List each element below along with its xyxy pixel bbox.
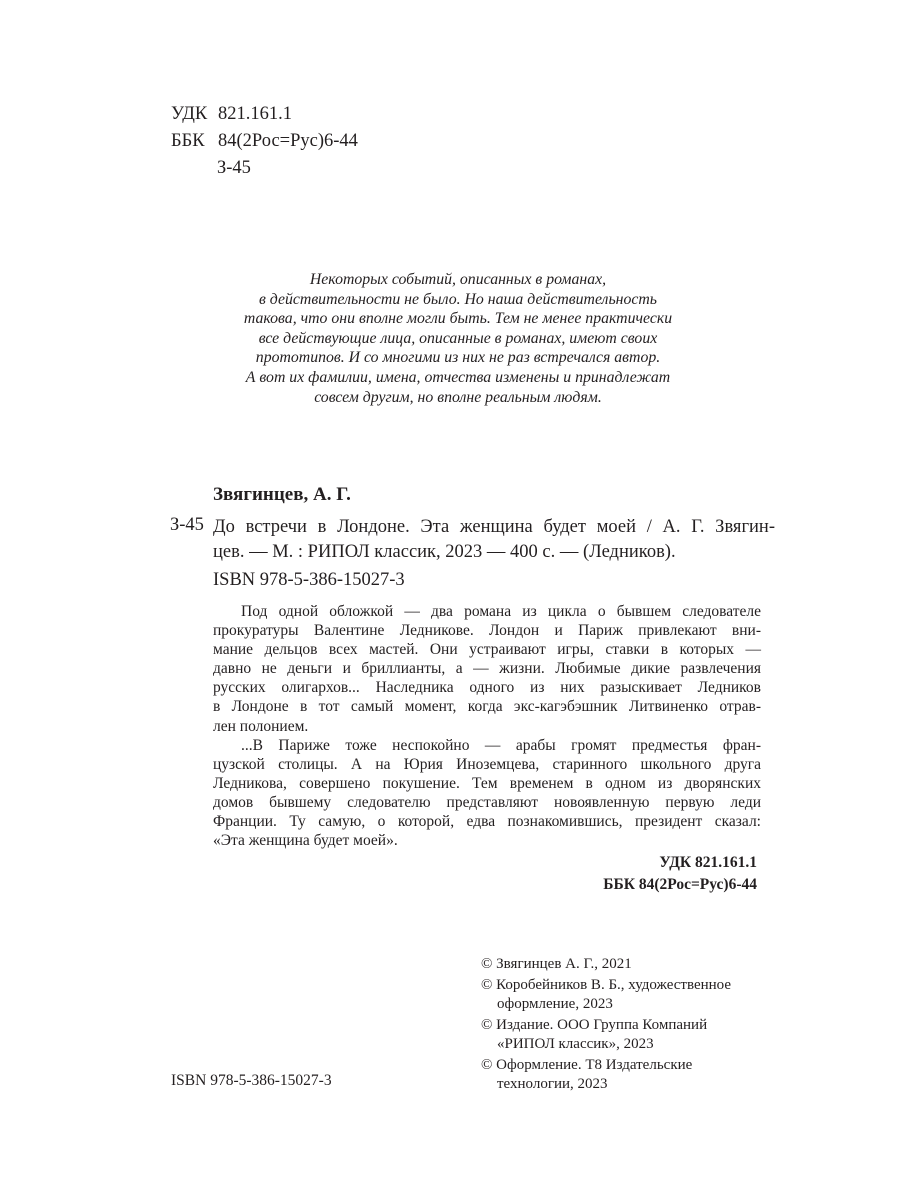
annotation-line: домов бывшему следователю представляют новоявленную первую леди	[213, 793, 761, 811]
disclaimer-line: все действующие лица, описанные в романах, имеют своих	[258, 329, 658, 347]
copyright-entry	[481, 1056, 771, 1094]
classification-codes-right	[603, 852, 757, 896]
annotation	[213, 602, 761, 850]
bbk-label: ББК	[171, 131, 205, 151]
annotation-line: Франции. Ту самую, о которой, едва познакомившись, президент сказал:	[213, 813, 761, 831]
annotation-line: ...В Париже тоже неспокойно — арабы громят предместья фран-	[241, 736, 761, 754]
copyright-entry	[481, 976, 771, 1014]
disclaimer	[198, 270, 718, 407]
copyright-line: © Звягинцев А. Г., 2021	[481, 956, 632, 972]
copyright-entry	[481, 1016, 771, 1054]
copyright-line: технологии, 2023	[497, 1076, 608, 1092]
copyright-line: © Коробейников В. Б., художественное	[481, 977, 732, 993]
disclaimer-line: А вот их фамилии, имена, отчества изменены и принадлежат	[245, 368, 671, 386]
annotation-line: Под одной обложкой — два романа из цикла о бывшем следователе	[241, 603, 761, 620]
bbk-line	[171, 128, 358, 155]
record-title-line: цев. — М. : РИПОЛ классик, 2023 — 400 с. — (Ледников).	[213, 541, 676, 562]
annotation-line: «Эта женщина будет моей».	[213, 832, 398, 850]
disclaimer-line: Некоторых событий, описанных в романах,	[309, 271, 607, 288]
copyright-entry	[481, 955, 771, 974]
annotation-line: прокуратуры Валентине Ледникове. Лондон и Париж привлекают вни-	[213, 622, 761, 640]
annotation-line: давно не деньги и бриллианты, а — жизни. Любимые дикие развлечения	[213, 660, 761, 678]
udk-label: УДК	[171, 104, 208, 124]
bbk-value: 84(2Рос=Рус)6-44	[218, 131, 358, 151]
annotation-line: Ледникова, совершено покушение. Тем временем в одном из дворянских	[213, 774, 761, 792]
copyright-line: оформление, 2023	[497, 996, 613, 1012]
record-code: З-45	[170, 515, 204, 535]
copyright-block	[481, 955, 771, 1096]
disclaimer-line: совсем другим, но вполне реальным людям.	[314, 388, 602, 406]
annotation-line: цузской столицы. А на Юрия Иноземцева, старинного школьного друга	[213, 755, 761, 773]
bbk-code-bold: ББК 84(2Рос=Рус)6-44	[603, 876, 757, 893]
disclaimer-line: прототипов. И со многими из них не раз встречался автор.	[255, 349, 661, 367]
record-isbn: ISBN 978-5-386-15027-3	[213, 570, 405, 590]
record-title-line: До встречи в Лондоне. Эта женщина будет моей / А. Г. Звягин-	[213, 517, 775, 537]
copyright-line: «РИПОЛ классик», 2023	[497, 1036, 654, 1052]
disclaimer-line: в действительности не было. Но наша действительность	[259, 290, 657, 308]
copyright-line: © Издание. ООО Группа Компаний	[481, 1017, 708, 1033]
copyright-line: © Оформление. Т8 Издательские	[481, 1057, 693, 1073]
record-title	[213, 515, 775, 564]
udk-value: 821.161.1	[218, 104, 292, 124]
author-mark: З-45	[217, 158, 251, 178]
isbn-bottom: ISBN 978-5-386-15027-3	[171, 1072, 332, 1089]
annotation-line: русских олигархов... Наследника одного из них разыскивает Ледников	[213, 679, 761, 697]
record-author: Звягинцев, А. Г.	[213, 484, 351, 505]
annotation-line: лен полонием.	[213, 717, 309, 735]
annotation-line: мание дельцов всех мастей. Они устраивают игры, ставки в которых —	[213, 641, 761, 659]
udk-code-bold: УДК 821.161.1	[659, 854, 757, 871]
classification-block	[171, 101, 358, 182]
annotation-line: в Лондоне в тот самый момент, когда экс-кагэбэшник Литвиненко отрав-	[213, 698, 761, 716]
udk-line	[171, 101, 358, 128]
disclaimer-line: такова, что они вполне могли быть. Тем не менее практически	[243, 310, 673, 328]
